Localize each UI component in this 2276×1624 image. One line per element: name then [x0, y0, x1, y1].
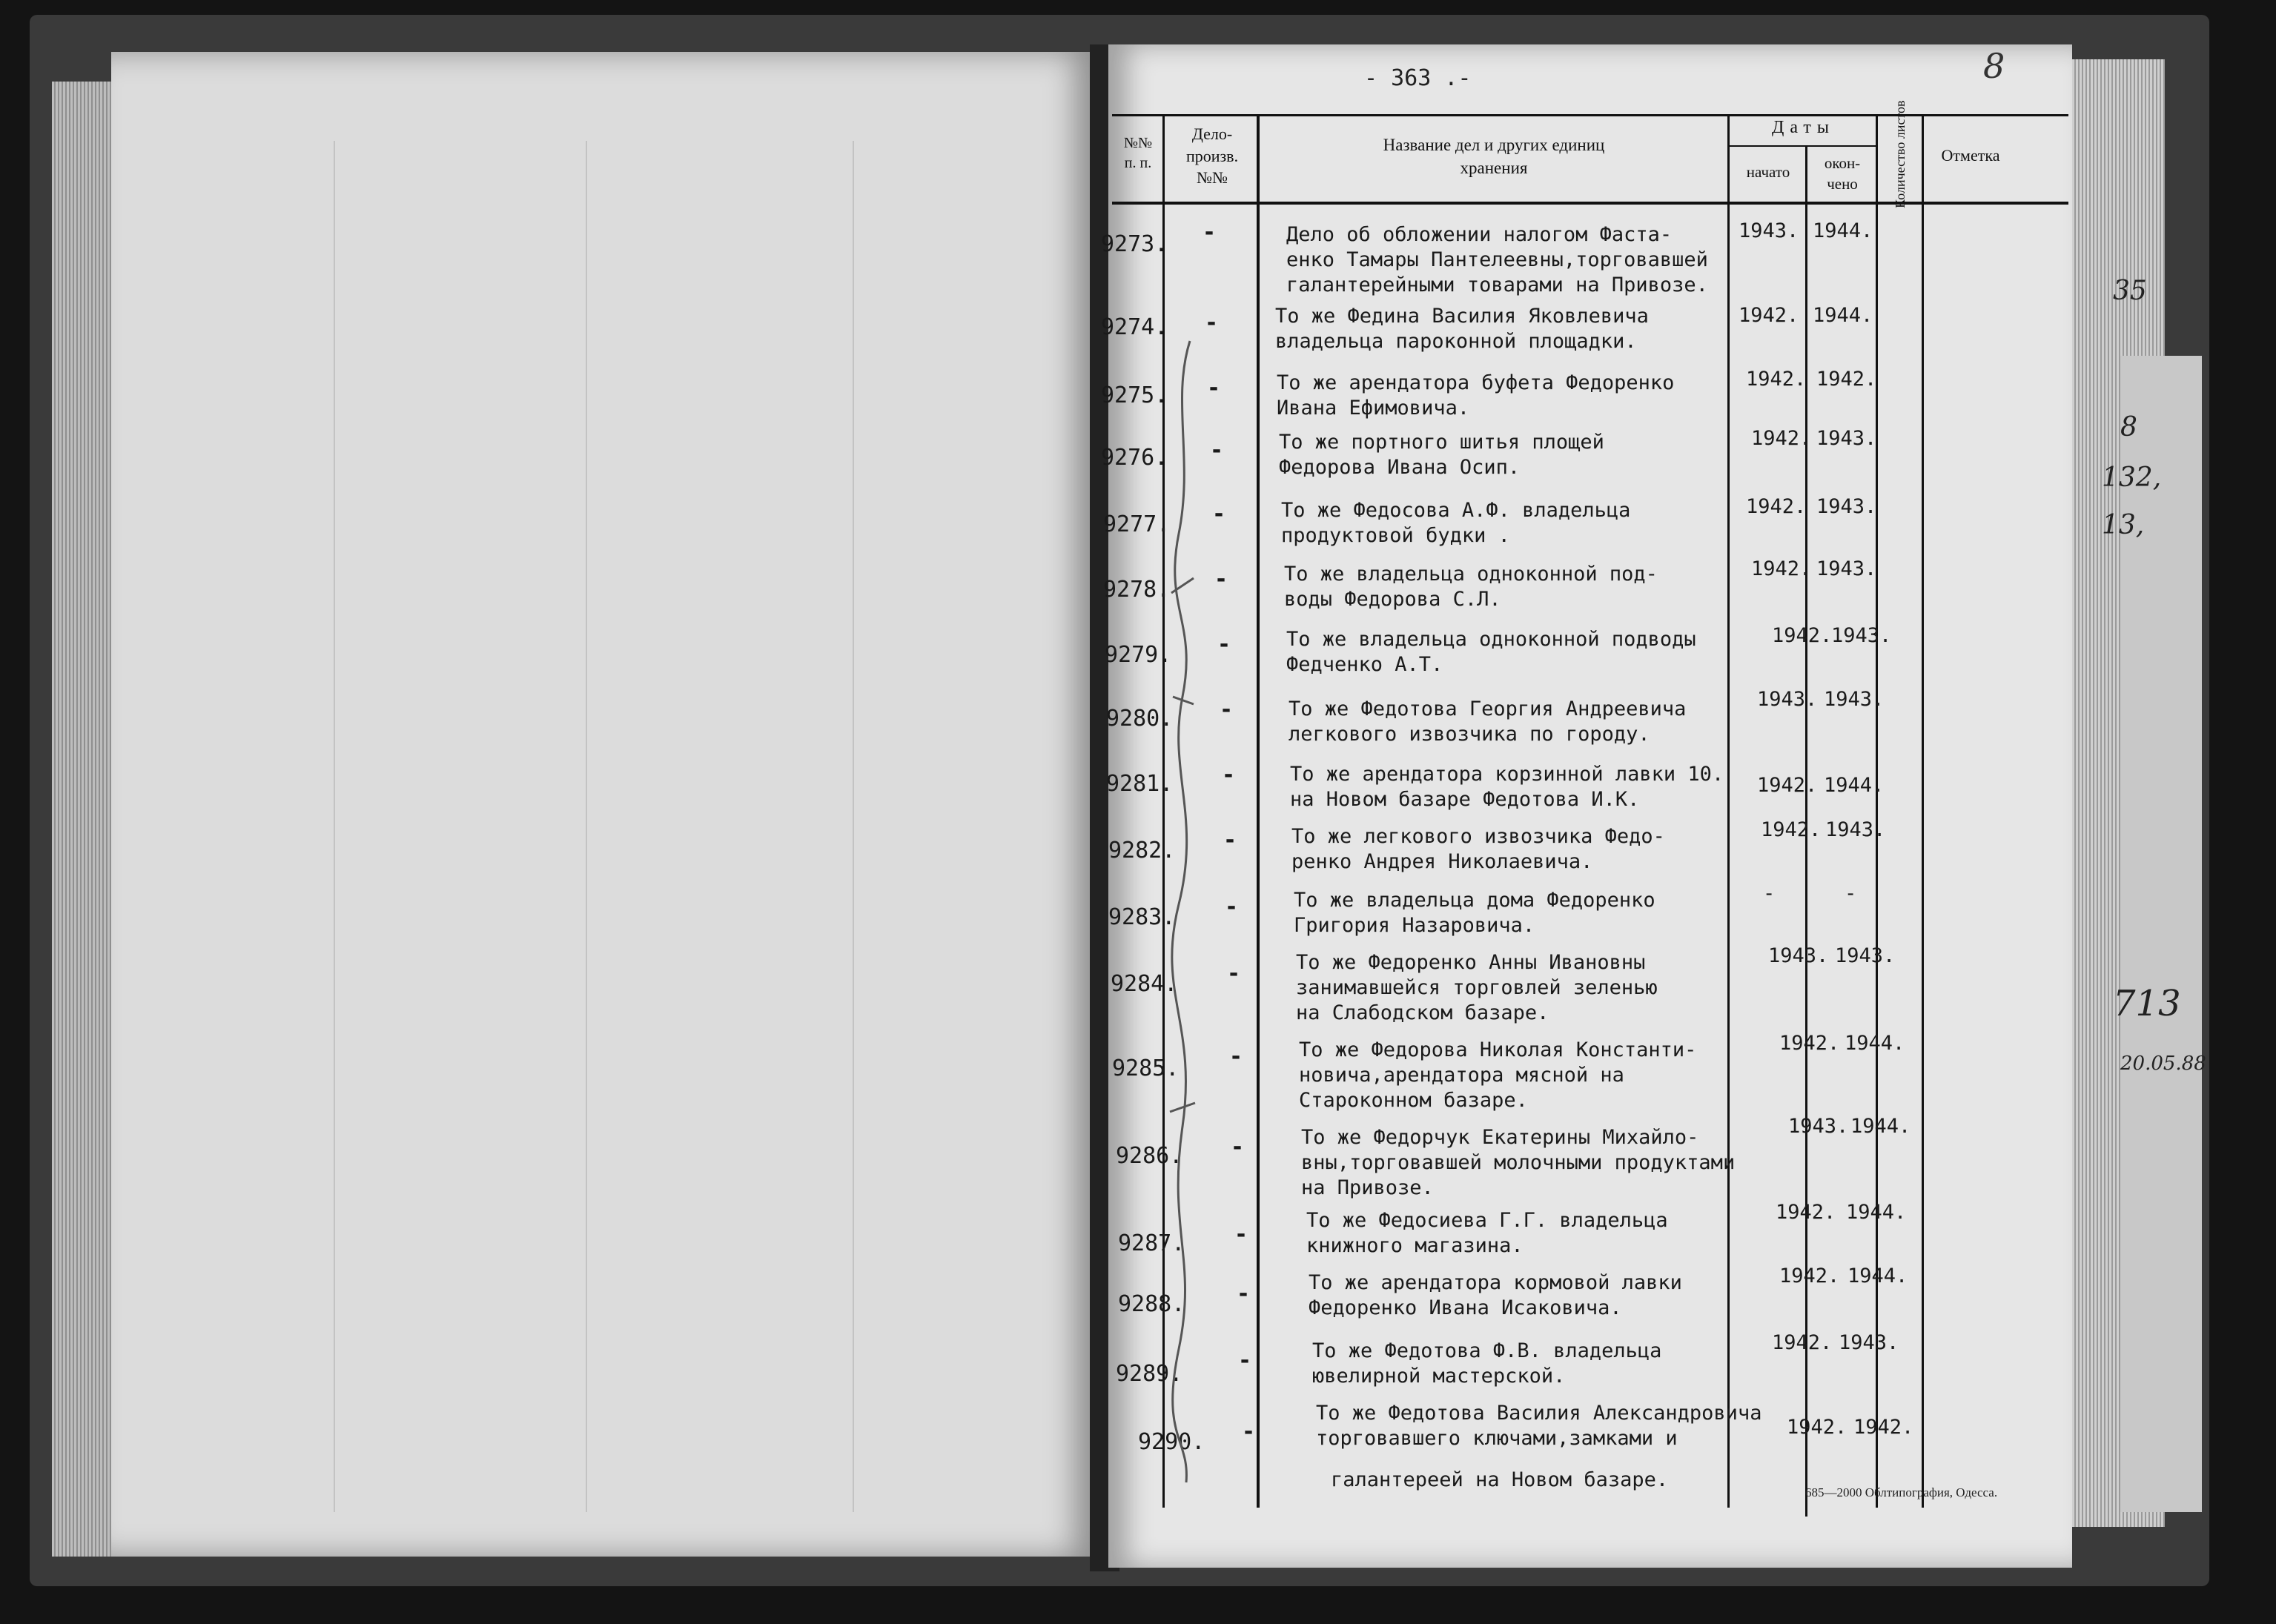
row-delo: - — [1217, 632, 1231, 657]
row-end-date: 1942. — [1816, 368, 1877, 391]
row-delo: - — [1231, 1134, 1245, 1160]
row-number: 9281. — [1106, 771, 1174, 797]
header-remark: Отметка — [1941, 146, 2000, 165]
row-delo: - — [1207, 375, 1221, 401]
row-delo: - — [1205, 310, 1219, 336]
row-title: То же арендатора корзинной лавки 10. на Новом базаре Федотова И.К. — [1290, 763, 1724, 811]
row-start-date: 1943. — [1768, 944, 1829, 967]
row-number: 9286. — [1116, 1143, 1183, 1169]
row-delo: - — [1210, 437, 1224, 463]
row-number: 9279. — [1105, 642, 1172, 668]
row-title: То же арендатора кормовой лавки Федоренко Ивана Исаковича. — [1309, 1271, 1682, 1319]
row-delo: - — [1212, 501, 1226, 527]
row-title: То же Федосиева Г.Г. владельца книжного магазина. — [1306, 1209, 1668, 1257]
row-title: То же Федина Василия Яковлевича владельца пароконной площадки. — [1275, 305, 1649, 353]
row-number: 9289. — [1116, 1361, 1183, 1387]
header-title: Название дел и других единиц хранения — [1383, 136, 1605, 178]
row-number: 9276. — [1101, 445, 1168, 471]
row-end-date: 1944. — [1850, 1115, 1911, 1138]
row-start-date: - — [1763, 882, 1776, 905]
row-start-date: 1943. — [1757, 688, 1818, 711]
column-rule — [1257, 114, 1260, 1508]
header-bottom-line — [1112, 202, 2068, 205]
row-title: То же Федотова Георгия Андреевича легкового извозчика по городу. — [1288, 697, 1687, 746]
row-end-date: 1943. — [1825, 818, 1886, 841]
row-number: 9274. — [1101, 314, 1168, 340]
row-number: 9282. — [1108, 838, 1176, 864]
row-number: 9288. — [1118, 1291, 1185, 1317]
header-start: начато — [1746, 163, 1790, 181]
header-dates: Даты — [1771, 118, 1835, 137]
row-title: То же владельца дома Федоренко Григория Назаровича. — [1294, 889, 1655, 937]
row-end-date: 1943. — [1835, 944, 1896, 967]
row-number: 9280. — [1106, 706, 1174, 732]
row-number: 9277. — [1103, 511, 1171, 537]
header-num: №№ п. п. — [1123, 135, 1153, 171]
row-number: 9283. — [1108, 904, 1176, 930]
column-rule — [1876, 114, 1878, 1508]
row-number: 9273. — [1101, 231, 1168, 257]
header-sheets: Количество листов — [1892, 100, 1908, 208]
row-title: То же Федотова Ф.В. владельца ювелирной мастерской. — [1312, 1339, 1662, 1388]
row-end-date: 1943. — [1831, 624, 1892, 647]
bleed-through-line — [586, 141, 587, 1512]
row-title: То же легкового извозчика Федо- ренко Андрея Николаевича. — [1291, 825, 1665, 873]
row-title: То же Федотова Василия Александровича торговавшего ключами,замками и галантереей на Новом базаре. — [1316, 1402, 1762, 1491]
row-number: 9284. — [1111, 971, 1178, 997]
row-delo: - — [1242, 1419, 1256, 1445]
header-end: окон- чено — [1824, 154, 1861, 193]
margin-note: 713 — [2113, 983, 2181, 1024]
archive-page-mark: 8 — [1983, 46, 2005, 86]
row-start-date: 1942. — [1779, 1032, 1840, 1055]
row-end-date: 1944. — [1847, 1265, 1908, 1287]
left-page-blank — [111, 52, 1097, 1557]
row-delo: - — [1225, 894, 1239, 920]
column-rule — [1922, 114, 1924, 1508]
row-title: То же владельца одноконной подводы Федченко А.Т. — [1286, 628, 1696, 676]
row-delo: - — [1234, 1222, 1248, 1247]
row-start-date: 1942. — [1761, 818, 1822, 841]
row-start-date: 1943. — [1739, 219, 1799, 242]
header-delo: Дело- произв. №№ — [1185, 125, 1239, 188]
row-delo: - — [1214, 566, 1228, 592]
printer-imprint: 685—2000 Облтипография, Одесса. — [1805, 1485, 1998, 1499]
row-start-date: 1942. — [1772, 624, 1833, 647]
row-end-date: 1944. — [1813, 304, 1873, 327]
row-start-date: 1943. — [1788, 1115, 1849, 1138]
row-start-date: 1942. — [1779, 1265, 1840, 1287]
row-start-date: 1942. — [1746, 495, 1807, 518]
row-start-date: 1942. — [1772, 1331, 1833, 1354]
row-title: То же арендатора буфета Федоренко Ивана Ефимовича. — [1277, 371, 1675, 420]
row-delo: - — [1238, 1348, 1252, 1373]
row-number: 9290. — [1138, 1429, 1205, 1455]
row-end-date: 1944. — [1845, 1032, 1905, 1055]
row-title: То же Федоренко Анны Ивановны занимавшейся торговлей зеленью на Слабодском базаре. — [1296, 951, 1658, 1024]
row-delo: - — [1223, 827, 1237, 853]
row-title: То же Федорова Николая Константи- новича,арендатора мясной на Староконном базаре. — [1299, 1038, 1697, 1112]
margin-note: 13, — [2102, 510, 2145, 540]
row-start-date: 1942. — [1776, 1201, 1836, 1224]
margin-note: 132, — [2102, 463, 2162, 493]
row-start-date: 1942. — [1739, 304, 1799, 327]
margin-note: 8 — [2120, 412, 2137, 443]
row-title: То же портного шитья площей Федорова Ивана Осип. — [1279, 431, 1604, 479]
margin-note: 20.05.88 — [2120, 1053, 2206, 1075]
row-number: 9278. — [1103, 577, 1171, 603]
left-page-stack — [52, 82, 119, 1557]
dates-divider — [1727, 145, 1876, 147]
row-delo: - — [1202, 219, 1217, 245]
row-end-date: 1943. — [1816, 495, 1877, 518]
row-delo: - — [1237, 1281, 1251, 1307]
page-number: - 363 .- — [1364, 65, 1472, 91]
row-start-date: 1942. — [1751, 427, 1812, 450]
row-title: То же Федосова А.Ф. владельца продуктовой будки . — [1281, 499, 1631, 547]
row-end-date: 1943. — [1824, 688, 1885, 711]
header-top-line — [1112, 114, 2068, 116]
row-end-date: 1943. — [1816, 427, 1877, 450]
column-rule — [1727, 114, 1730, 1508]
bleed-through-line — [853, 141, 854, 1512]
row-title: То же владельца одноконной под- воды Федорова С.Л. — [1284, 563, 1658, 611]
row-end-date: - — [1845, 882, 1857, 905]
row-start-date: 1942. — [1757, 774, 1818, 797]
row-delo: - — [1222, 762, 1236, 788]
row-end-date: 1944. — [1824, 774, 1885, 797]
bleed-through-line — [334, 141, 335, 1512]
row-start-date: 1942. — [1746, 368, 1807, 391]
row-end-date: 1944. — [1813, 219, 1873, 242]
row-start-date: 1942. — [1787, 1416, 1847, 1439]
row-title: Дело об обложении налогом Фаста- енко Тамары Пантелеевны,торговавшей галантерейными товарами на Привозе. — [1286, 223, 1708, 296]
row-delo: - — [1220, 697, 1234, 723]
row-title: То же Федорчук Екатерины Михайло- вны,торговавшей молочными продуктами на Привозе. — [1301, 1126, 1736, 1199]
row-number: 9285. — [1112, 1055, 1180, 1081]
row-end-date: 1944. — [1846, 1201, 1907, 1224]
row-delo: - — [1229, 1044, 1243, 1070]
row-number: 9287. — [1118, 1230, 1185, 1256]
row-delo: - — [1227, 961, 1241, 987]
margin-note: 35 — [2113, 276, 2147, 306]
row-end-date: 1943. — [1816, 557, 1877, 580]
row-start-date: 1942. — [1751, 557, 1812, 580]
handwritten-pencil-note-svg — [1157, 311, 1208, 1497]
row-number: 9275. — [1101, 382, 1168, 408]
row-end-date: 1943. — [1839, 1331, 1899, 1354]
row-end-date: 1942. — [1853, 1416, 1914, 1439]
